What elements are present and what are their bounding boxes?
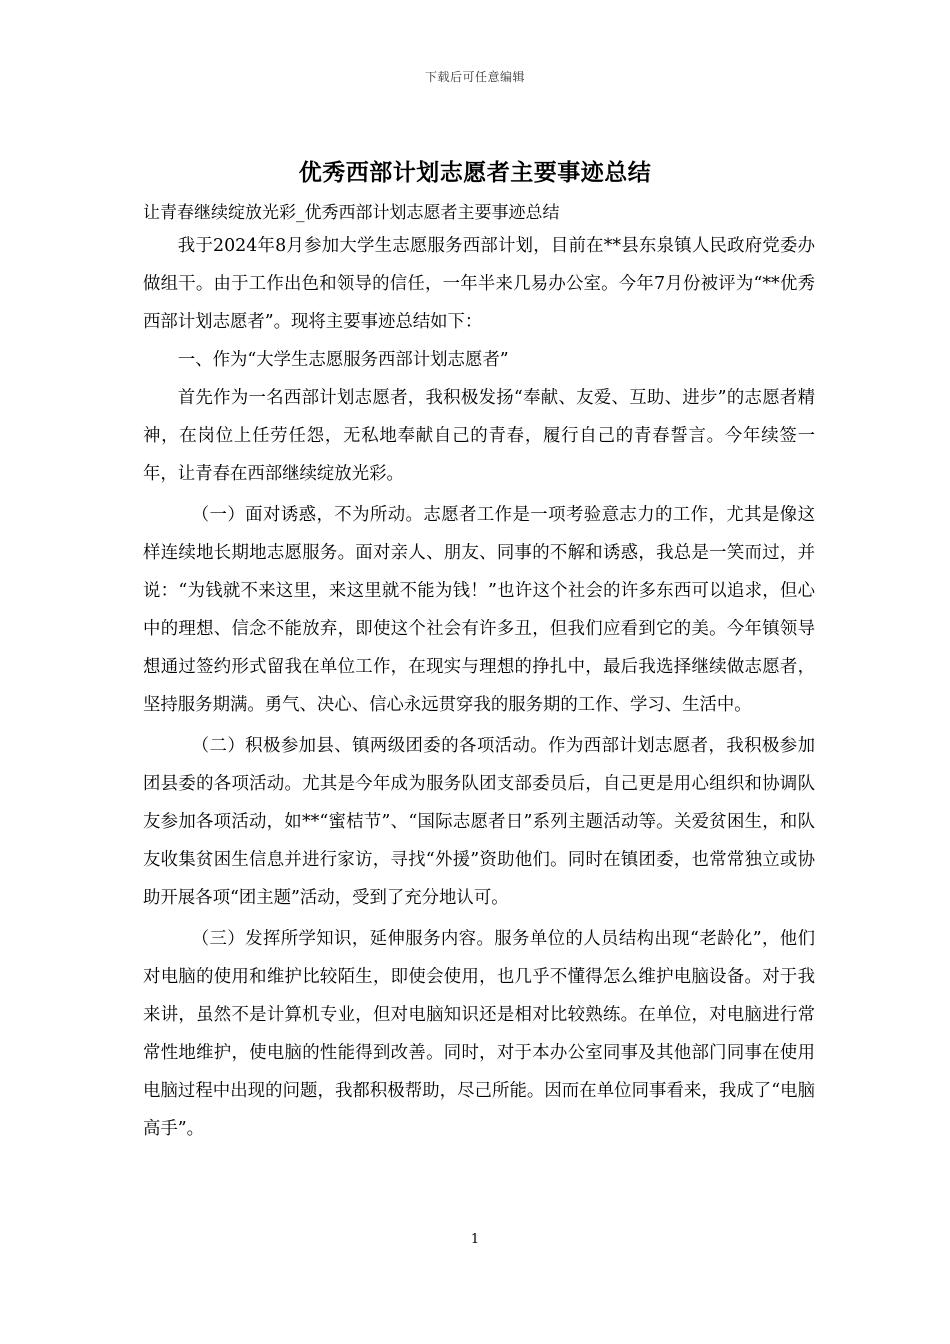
page-number: 1 (470, 1232, 480, 1247)
document-subtitle: 让青春继续绽放光彩_优秀西部计划志愿者主要事迹总结 (143, 203, 560, 223)
document-title: 优秀西部计划志愿者主要事迹总结 (298, 159, 652, 186)
paragraph-item-3: （三）发挥所学知识，延伸服务内容。服务单位的人员结构出现“老龄化”，他们对电脑的使用和维护比较陌生，即使会使用，也几乎不懂得怎么维护电脑设备。对于我来讲，虽然不是计算机专业，但对电脑知识还是相对比较熟练。在单位，对电脑进行常常性地维护，使电脑的性能得到改善。同时，对于本办公室同事及其他部门同事在使用电脑过程中出现的问题，我都积极帮助，尽己所能。因而在单位同事看来，我成了“电脑高手”。 (143, 929, 815, 1139)
page-header-note: 下载后可任意编辑 (424, 70, 525, 84)
document-body (143, 227, 815, 1148)
paragraph-spirit: 首先作为一名西部计划志愿者，我积极发扬“奉献、友爱、互助、进步”的志愿者精神，在岗位上任劳任怨，无私地奉献自己的青春，履行自己的青春誓言。今年续签一年，让青春在西部继续绽放光彩。 (143, 388, 815, 484)
paragraph-intro: 我于2024年8月参加大学生志愿服务西部计划，目前在**县东泉镇人民政府党委办做组干。由于工作出色和领导的信任，一年半来几易办公室。今年7月份被评为“**优秀西部计划志愿者”。现将主要事迹总结如下： (143, 236, 815, 332)
section-heading-1: 一、作为“大学生志愿服务西部计划志愿者” (177, 350, 509, 370)
paragraph-item-1: （一）面对诱惑，不为所动。志愿者工作是一项考验意志力的工作，尤其是像这样连续地长期地志愿服务。面对亲人、朋友、同事的不解和诱惑，我总是一笑而过，并说：“为钱就不来这里，来这里就不能为钱！”也许这个社会的许多东西可以追求，但心中的理想、信念不能放弃，即使这个社会有许多丑，但我们应看到它的美。今年镇领导想通过签约形式留我在单位工作，在现实与理想的挣扎中，最后我选择继续做志愿者，坚持服务期满。勇气、决心、信心永远贯穿我的服务期的工作、学习、生活中。 (143, 505, 815, 715)
paragraph-item-2: （二）积极参加县、镇两级团委的各项活动。作为西部计划志愿者，我积极参加团县委的各项活动。尤其是今年成为服务队团支部委员后，自己更是用心组织和协调队友参加各项活动，如**“蜜桔节”、“国际志愿者日”系列主题活动等。关爱贫困生，和队友收集贫困生信息并进行家访，寻找“外援”资助他们。同时在镇团委，也常常独立或协助开展各项“团主题”活动，受到了充分地认可。 (143, 736, 815, 908)
